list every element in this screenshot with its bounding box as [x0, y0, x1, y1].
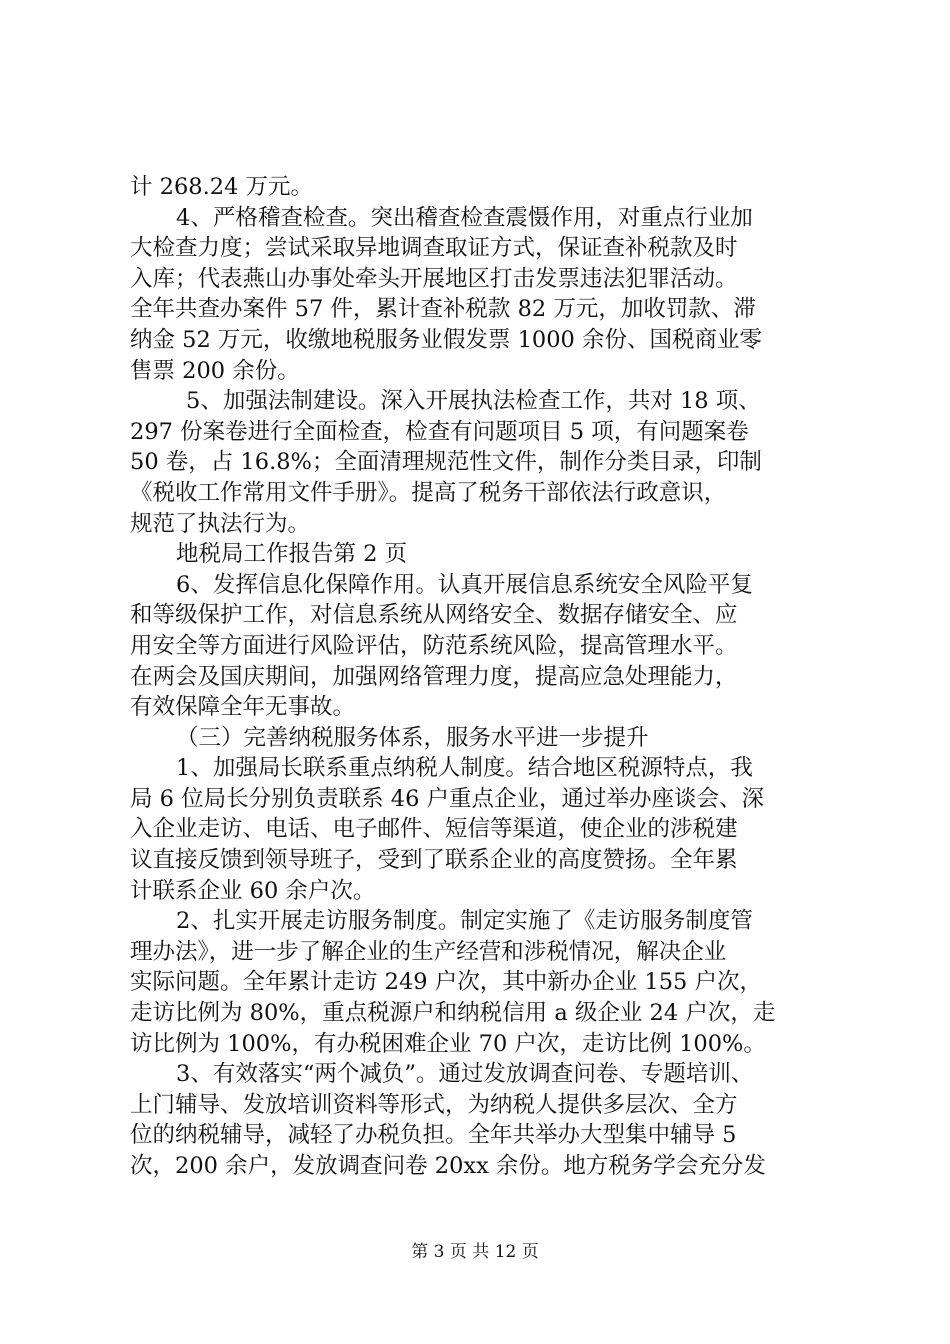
- text-line: 入库；代表燕山办事处牵头开展地区打击发票违法犯罪活动。: [130, 265, 738, 292]
- page-marker-line: 地税局工作报告第 2 页: [176, 541, 408, 568]
- text-line: 规范了执法行为。: [130, 510, 311, 537]
- text-line: 6、发挥信息化保障作用。认真开展信息系统安全风险平复: [176, 571, 753, 598]
- text-line: 实际问题。全年累计走访 249 户次，其中新办企业 155 户次，: [130, 969, 763, 996]
- text-line: 有效保障全年无事故。: [130, 694, 356, 721]
- text-line: 和等级保护工作，对信息系统从网络安全、数据存储安全、应: [130, 602, 738, 629]
- section-heading: （三）完善纳税服务体系，服务水平进一步提升: [176, 724, 649, 751]
- text-line: 议直接反馈到领导班子，受到了联系企业的高度赞扬。全年累: [130, 847, 738, 874]
- text-line: 走访比例为 80%，重点税源户和纳税信用 a 级企业 24 户次，走: [130, 1000, 776, 1027]
- text-line: 入企业走访、电话、电子邮件、短信等渠道，使企业的涉税建: [130, 816, 738, 843]
- text-line: 全年共查办案件 57 件，累计查补税款 82 万元，加收罚款、滞: [130, 296, 756, 323]
- text-line: 2、扎实开展走访服务制度。制定实施了《走访服务制度管: [176, 908, 753, 935]
- text-line: 4、严格稽查检查。突出稽查检查震慑作用，对重点行业加: [176, 204, 753, 231]
- text-line: 纳金 52 万元，收缴地税服务业假发票 1000 余份、国税商业零: [130, 326, 763, 353]
- text-line: 在两会及国庆期间，加强网络管理力度，提高应急处理能力，: [130, 663, 738, 690]
- page-footer: 第 3 页 共 12 页: [411, 1242, 539, 1262]
- text-line: 297 份案卷进行全面检查，检查有问题项目 5 项，有问题案卷: [130, 418, 749, 445]
- text-line: 次，200 余户，发放调查问卷 20xx 余份。地方税务学会充分发: [130, 1153, 766, 1179]
- text-line: 《税收工作常用文件手册》。提高了税务干部依法行政意识，: [130, 479, 727, 506]
- text-line: 上门辅导、发放培训资料等形式，为纳税人提供多层次、全方: [130, 1091, 738, 1118]
- text-line: 计 268.24 万元。: [130, 174, 314, 200]
- text-line: 大检查力度；尝试采取异地调查取证方式，保证查补税款及时: [130, 235, 738, 262]
- text-line: 50 卷，占 16.8%；全面清理规范性文件，制作分类目录，印制: [130, 449, 762, 476]
- text-line: 计联系企业 60 余户次。: [130, 877, 376, 904]
- text-line: 3、有效落实“两个减负”。通过发放调查问卷、专题培训、: [176, 1061, 754, 1088]
- text-line: 5、加强法制建设。深入开展执法检查工作，共对 18 项、: [186, 388, 761, 415]
- text-line: 售票 200 余份。: [130, 357, 300, 384]
- text-line: 访比例为 100%，有办税困难企业 70 户次，走访比例 100%。: [130, 1030, 766, 1057]
- text-line: 用安全等方面进行风险评估，防范系统风险，提高管理水平。: [130, 632, 738, 659]
- text-line: 局 6 位局长分别负责联系 46 户重点企业，通过举办座谈会、深: [130, 785, 765, 812]
- text-line: 理办法》，进一步了解企业的生产经营和涉税情况，解决企业: [130, 938, 727, 965]
- document-body: [130, 172, 830, 1182]
- text-line: 1、加强局长联系重点纳税人制度。结合地区税源特点，我: [176, 755, 753, 782]
- text-line: 位的纳税辅导，减轻了办税负担。全年共举办大型集中辅导 5: [130, 1122, 737, 1149]
